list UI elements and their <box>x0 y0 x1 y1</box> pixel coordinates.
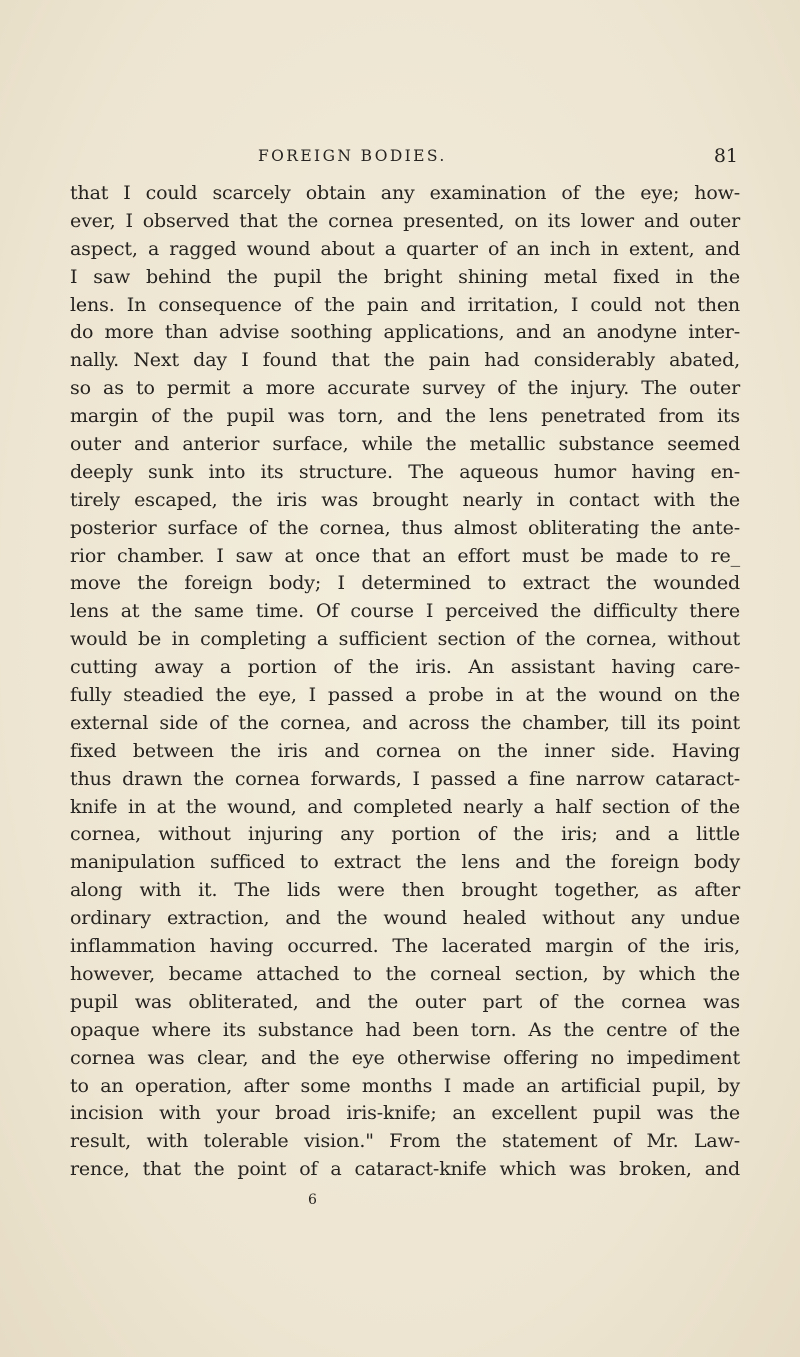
signature-mark: 6 <box>308 1192 317 1208</box>
text-line: do more than advise soothing applications, and an anodyne inter- <box>70 321 740 344</box>
text-line: I saw behind the pupil the bright shining metal fixed in the <box>70 265 740 288</box>
text-line: rence, that the point of a cataract-knife which was broken, and <box>70 1158 740 1181</box>
text-line: would be in completing a sufficient section of the cornea, without <box>70 628 740 651</box>
text-line: posterior surface of the cornea, thus almost obliterating the ante- <box>70 516 740 539</box>
text-line: result, with tolerable vision." From the statement of Mr. Law- <box>70 1130 740 1153</box>
text-line: however, became attached to the corneal section, by which the <box>70 962 740 985</box>
text-line: cutting away a portion of the iris. An assistant having care- <box>70 656 740 679</box>
text-line: pupil was obliterated, and the outer part of the cornea was <box>70 990 740 1013</box>
text-line: that I could scarcely obtain any examination of the eye; how- <box>70 182 740 204</box>
text-line: rior chamber. I saw at once that an effort must be made to re_ <box>70 544 740 567</box>
text-line: thus drawn the cornea forwards, I passed a fine narrow cataract- <box>70 767 740 790</box>
text-line: to an operation, after some months I made an artificial pupil, by <box>70 1074 740 1097</box>
text-line: fully steadied the eye, I passed a probe in at the wound on the <box>70 684 740 707</box>
body-text <box>70 180 740 1184</box>
text-line: incision with your broad iris-knife; an excellent pupil was the <box>70 1102 740 1125</box>
text-line: tirely escaped, the iris was brought nearly in contact with the <box>70 488 740 511</box>
text-line: along with it. The lids were then brought together, as after <box>70 879 740 902</box>
text-line: nally. Next day I found that the pain had considerably abated, <box>70 349 740 372</box>
text-line: cornea, without injuring any portion of the iris; and a little <box>70 823 740 846</box>
running-title: FOREIGN BODIES. <box>258 147 447 165</box>
text-line: lens. In consequence of the pain and irritation, I could not then <box>70 293 740 316</box>
text-line: external side of the cornea, and across the chamber, till its point <box>70 711 740 734</box>
running-head <box>70 147 800 171</box>
text-line: ordinary extraction, and the wound healed without any undue <box>70 907 740 930</box>
text-line: opaque where its substance had been torn. As the centre of the <box>70 1018 740 1041</box>
text-line: fixed between the iris and cornea on the inner side. Having <box>70 739 740 762</box>
text-line: manipulation sufficed to extract the lens and the foreign body <box>70 851 740 874</box>
text-line: inflammation having occurred. The lacerated margin of the iris, <box>70 935 740 958</box>
text-line: outer and anterior surface, while the metallic substance seemed <box>70 433 740 456</box>
text-line: so as to permit a more accurate survey of the injury. The outer <box>70 377 740 400</box>
page-number: 81 <box>713 145 738 167</box>
text-line: cornea was clear, and the eye otherwise offering no impediment <box>70 1046 740 1069</box>
text-line: lens at the same time. Of course I perceived the difficulty there <box>70 600 740 623</box>
text-line: knife in at the wound, and completed nearly a half section of the <box>70 795 740 818</box>
text-line: ever, I observed that the cornea presented, on its lower and outer <box>70 209 740 232</box>
text-line: deeply sunk into its structure. The aqueous humor having en- <box>70 460 740 483</box>
text-line: move the foreign body; I determined to extract the wounded <box>70 572 740 595</box>
text-line: aspect, a ragged wound about a quarter of an inch in extent, and <box>70 237 740 260</box>
text-line: margin of the pupil was torn, and the lens penetrated from its <box>70 405 740 428</box>
